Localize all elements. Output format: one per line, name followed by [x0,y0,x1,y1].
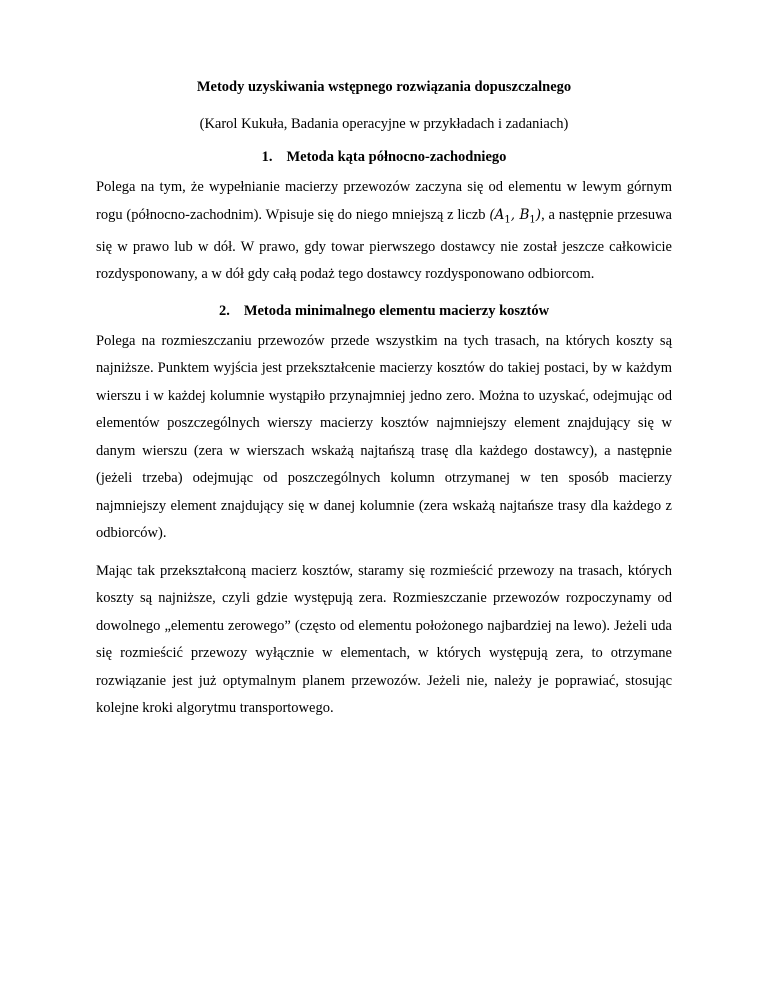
document-title: Metody uzyskiwania wstępnego rozwiązania dopuszczalnego [196,79,572,95]
section-1-text-start: Polega na tym, że wypełnianie macierzy przewozów zaczyna się od elementu w lewym górnym rogu (północno-zachodnim). Wpisuje się do niego mniejszą z liczb [96,179,672,223]
section-1-title: Metoda kąta północno-zachodniego [286,149,507,165]
section-2-paragraph-2: Mając tak przekształconą macierz kosztów, staramy się rozmieścić przewozy na trasach, których koszty są najniższe, czyli gdzie występują zera. Rozmieszczanie przewozów rozpoczynamy od dowolnego „elementu zerowego” (często od elementu położonego najbardziej na lewo). Jeżeli uda się rozmieścić przewozy wyłącznie w elementach, w których występują zera, to otrzymane rozwiązanie jest już optymalnym planem przewozów. Jeżeli nie, należy je poprawiać, stosując kolejne kroki algorytmu transportowego. [96,562,672,717]
section-1-heading [96,148,672,166]
section-1-text-end: , a następnie przesuwa się w prawo lub w dół. W prawo, gdy towar pierwszego dostawcy nie został jeszcze całkowicie rozdysponowany, a w dół gdy całą podaż tego dostawcy rozdysponowano odbiorcom. [96,206,672,283]
section-1-paragraph [96,174,672,289]
section-1-number: 1. [261,149,273,165]
math-expression-a1-b1: ($A_1$, $B_1$) [489,206,542,226]
document-content [96,78,672,738]
section-2-paragraph-1: Polega na rozmieszczaniu przewozów przede wszystkim na tych trasach, na których koszty są najniższe. Punktem wyjścia jest przekształcenie macierzy kosztów do takiej postaci, by w każdym wierszu i w każdej kolumnie wystąpiło przynajmniej jedno zero. Można to uzyskać, odejmując od elementów poszczególnych wierszy macierzy kosztów najmniejszy element znajdujący się w danym wierszu (zera w wierszach wskażą najtańszą trasę dla każdego dostawcy), a następnie (jeżeli trzeba) odejmując od poszczególnych kolumn otrzymanej w ten sposób macierzy najmniejszy element znajdujący się w danej kolumnie (zera wskażą najtańsze trasy dla każdego z odbiorców). [96,332,672,542]
section-2-number: 2. [218,302,230,319]
document-subtitle: (Karol Kukuła, Badania operacyjne w przykładach i zadaniach) [199,116,569,132]
section-2-heading [96,302,672,320]
section-2-title: Metoda minimalnego elementu macierzy kosztów [243,302,550,319]
